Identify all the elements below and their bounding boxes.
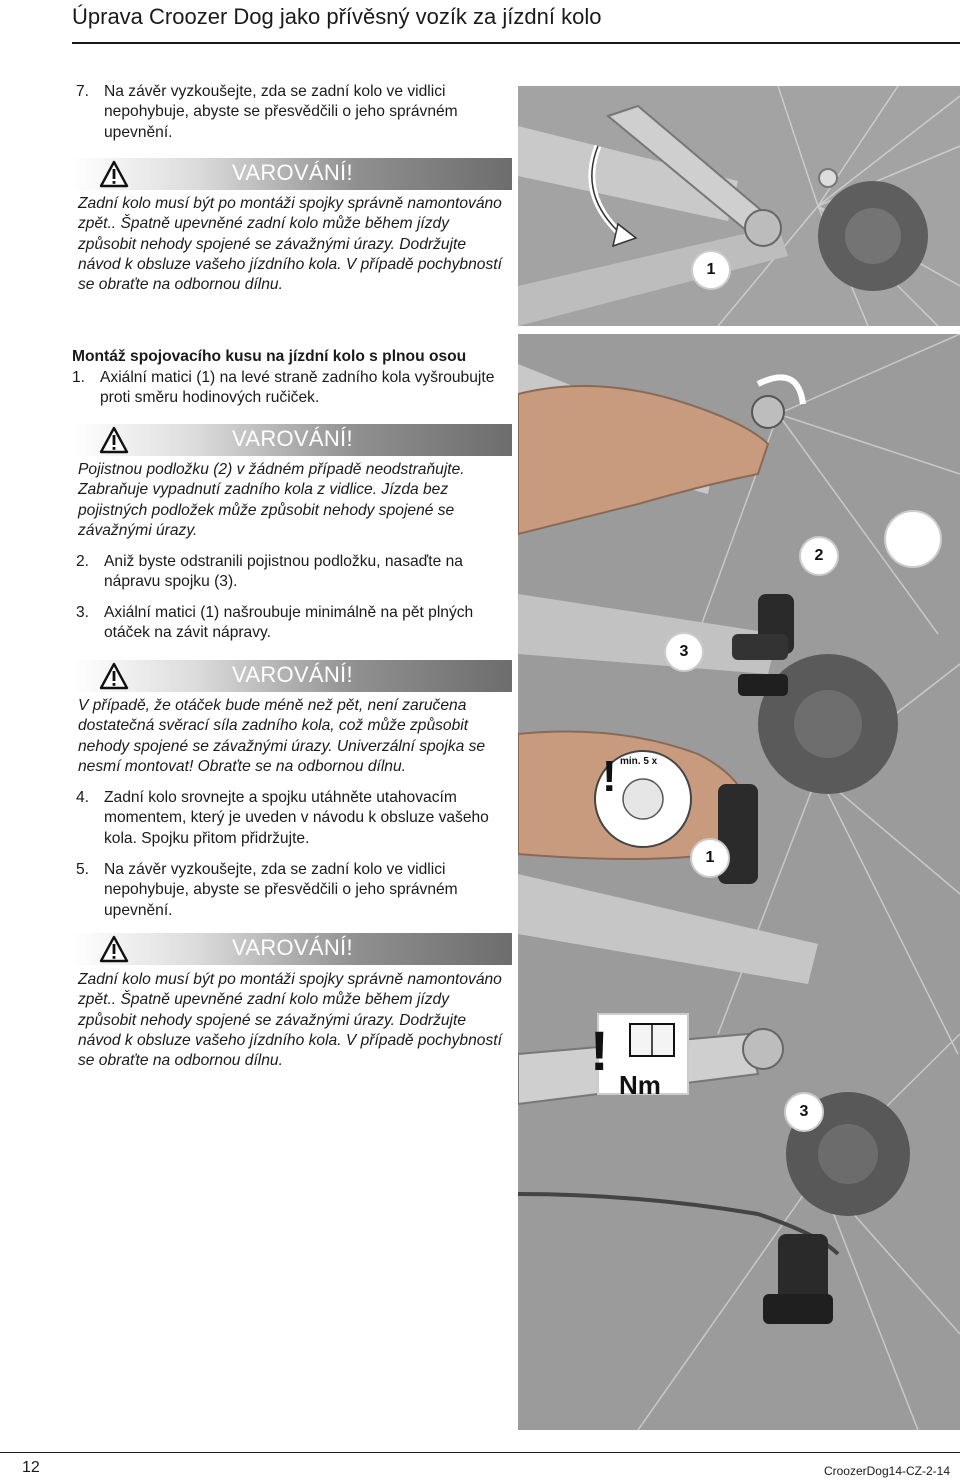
coupling-illustration <box>518 334 960 1430</box>
step-3 <box>72 603 512 645</box>
document-code: CroozerDog14-CZ-2-14 <box>823 1464 950 1478</box>
warning-triangle-icon <box>99 662 129 690</box>
page-number: 12 <box>22 1459 40 1476</box>
warning-label: VAROVÁNÍ! <box>232 662 353 687</box>
warning-header <box>72 424 512 458</box>
step-number: 4. <box>76 789 90 806</box>
step-text: Axiální matici (1) na levé straně zadního kola vyšroubujte proti směru hodinových ručiček. <box>100 369 495 407</box>
warning-triangle-icon <box>99 426 129 454</box>
step-number: 5. <box>76 861 90 878</box>
step-number: 3. <box>76 604 90 621</box>
warning-label: VAROVÁNÍ! <box>232 160 353 185</box>
photo-coupling-installation <box>518 334 960 1430</box>
figure-callout-badge: 3 <box>784 1092 824 1132</box>
step-text: Na závěr vyzkoušejte, zda se zadní kolo ve vidlici nepohybuje, abyste se přesvědčili o jeho správném upevnění. <box>104 83 458 141</box>
step-2 <box>72 552 512 594</box>
torque-unit-label: Nm <box>619 1070 661 1100</box>
warning-text: Zadní kolo musí být po montáži spojky správně namontováno zpět.. Špatně upevněné zadní kolo může během jízdy způsobit nehody spojené se závažnými úrazy. Dodržujte návod k obsluze vašeho jízdního kola. V případě pochybností se obraťte na odbornou dílnu. <box>78 195 502 294</box>
warning-header <box>72 933 512 967</box>
step-text: Axiální matici (1) našroubuje minimálně na pět plných otáček na závit nápravy. <box>104 604 474 642</box>
warning-header <box>72 158 512 192</box>
warning-text: V případě, že otáček bude méně než pět, není zaručena dostatečná svěrací síla zadního kola, což může způsobit nehody spojené se závažnými úrazy. Univerzální spojka se nesmí montovat! Obraťte se na odbornou dílnu. <box>78 697 486 775</box>
figure-callout-badge: 1 <box>691 250 731 290</box>
figure-callout-badge: 3 <box>664 632 704 672</box>
step-number: 1. <box>72 369 86 386</box>
photo-wrench-axle-nut <box>518 86 960 326</box>
warning-label: VAROVÁNÍ! <box>232 935 353 960</box>
figure-callout-badge: 1 <box>690 838 730 878</box>
warning-header <box>72 660 512 694</box>
warning-triangle-icon <box>99 160 129 188</box>
step-number: 7. <box>76 83 90 100</box>
wrench-illustration <box>518 86 960 326</box>
step-1 <box>72 368 512 410</box>
step-text: Na závěr vyzkoušejte, zda se zadní kolo ve vidlici nepohybuje, abyste se přesvědčili o jeho správném upevnění. <box>104 861 458 919</box>
section-heading: Montáž spojovacího kusu na jízdní kolo s plnou osou <box>72 348 467 365</box>
header-divider <box>72 42 960 44</box>
step-number: 2. <box>76 553 90 570</box>
step-4 <box>72 788 512 850</box>
warning-label: VAROVÁNÍ! <box>232 426 353 451</box>
warning-text: Zadní kolo musí být po montáži spojky správně namontováno zpět.. Špatně upevněné zadní kolo může během jízdy způsobit nehody spojené se závažnými úrazy. Dodržujte návod k obsluze vašeho jízdního kola. V případě pochybností se obraťte na odbornou dílnu. <box>78 971 502 1070</box>
figure-callout-badge: 2 <box>799 536 839 576</box>
footer-divider <box>0 1452 960 1453</box>
step-7 <box>72 82 512 144</box>
step-text: Aniž byste odstranili pojistnou podložku, nasaďte na nápravu spojku (3). <box>104 553 463 591</box>
step-5 <box>72 860 512 922</box>
warning-triangle-icon <box>99 935 129 963</box>
page-title: Úprava Croozer Dog jako přívěsný vozík za jízdní kolo <box>72 4 602 29</box>
min-turns-label: min. 5 x <box>620 756 658 767</box>
warning-text: Pojistnou podložku (2) v žádném případě neodstraňujte. Zabraňuje vypadnutí zadního kola z vidlice. Jízda bez pojistných podložek může způsobit nehody spojené se závažnými úrazy. <box>78 461 465 539</box>
exclamation-icon: ! <box>590 1019 609 1082</box>
step-text: Zadní kolo srovnejte a spojku utáhněte utahovacím momentem, který je uveden v návodu k obsluze vašeho kola. Spojku přitom přidržujte. <box>104 789 489 847</box>
exclamation-icon: ! <box>602 752 617 801</box>
